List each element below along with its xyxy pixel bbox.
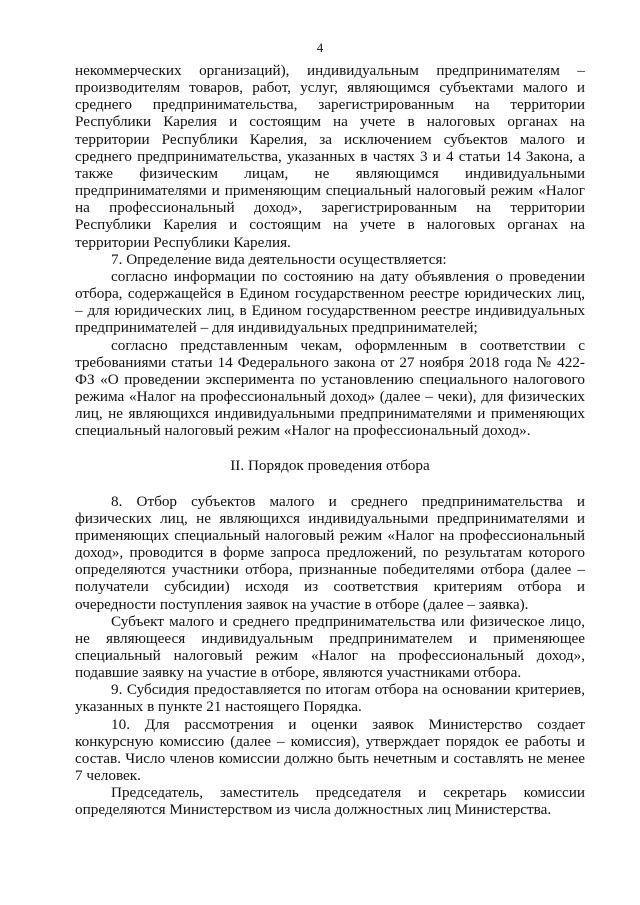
section-heading: II. Порядок проведения отбора bbox=[230, 457, 430, 475]
paragraph-item-7-registry: согласно информации по состоянию на дату объявления о проведении отбора, содержащейся в Едином государственном реестре юридических лиц, – для юридических лиц, в Едином государственном реестре индивидуальных предпринимателей – для индивидуальных предпринимателей; bbox=[75, 267, 585, 337]
paragraph-item-10-officers: Председатель, заместитель председателя и секретарь комиссии определяются Министерством из числа должностных лиц Министерства. bbox=[75, 784, 585, 819]
paragraph-item-7: 7. Определение вида деятельности осуществляется: bbox=[111, 250, 447, 268]
paragraph-continuation: некоммерческих организаций), индивидуальным предпринимателям – производителям товаров, работ, услуг, являющимся субъектами малого и среднего предпринимательства, зарегистрированным на территории Республики Карелия и состоящим на учете в налоговых органах на территории Республики Карелия, за исключением субъектов малого и среднего предпринимательства, указанных в частях 3 и 4 статьи 14 Закона, а также физическим лицам, не являющимся индивидуальными предпринимателями и применяющим специальный налоговый режим «Налог на профессиональный доход», зарегистрированным на территории Республики Карелия и состоящим на учете в налоговых органах на территории Республики Карелия. bbox=[75, 62, 585, 251]
document-body bbox=[75, 62, 585, 819]
paragraph-item-10: 10. Для рассмотрения и оценки заявок Министерство создает конкурсную комиссию (далее – комиссия), утверждает порядок ее работы и состав. Число членов комиссии должно быть нечетным и составлять не менее 7 человек. bbox=[75, 715, 585, 785]
paragraph-item-8-participants: Субъект малого и среднего предпринимательства или физическое лицо, не являющееся индивидуальным предпринимателем и применяющее специальный налоговый режим «Налог на профессиональный доход», подавшие заявку на участие в отборе, являются участниками отбора. bbox=[75, 612, 585, 682]
paragraph-item-8: 8. Отбор субъектов малого и среднего предпринимательства и физических лиц, не являющихся индивидуальными предпринимателями и применяющих специальный налоговый режим «Налог на профессиональный доход», проводится в форме запроса предложений, по результатам которого определяются участники отбора, признанные победителями отбора (далее – получатели субсидии) исходя из соответствия критериям отбора и очередности поступления заявок на участие в отборе (далее – заявка). bbox=[75, 492, 585, 613]
paragraph-item-9: 9. Субсидия предоставляется по итогам отбора на основании критериев, указанных в пункте 21 настоящего Порядка. bbox=[75, 681, 585, 716]
page-number: 4 bbox=[316, 40, 324, 55]
paragraph-item-7-receipts: согласно представленным чекам, оформленным в соответствии с требованиями статьи 14 Федерального закона от 27 ноября 2018 года № 422-ФЗ «О проведении эксперимента по установлению специального налогового режима «Налог на профессиональный доход» (далее – чеки), для физических лиц, не являющихся индивидуальными предпринимателями и применяющих специальный налоговый режим «Налог на профессиональный доход». bbox=[75, 336, 585, 440]
